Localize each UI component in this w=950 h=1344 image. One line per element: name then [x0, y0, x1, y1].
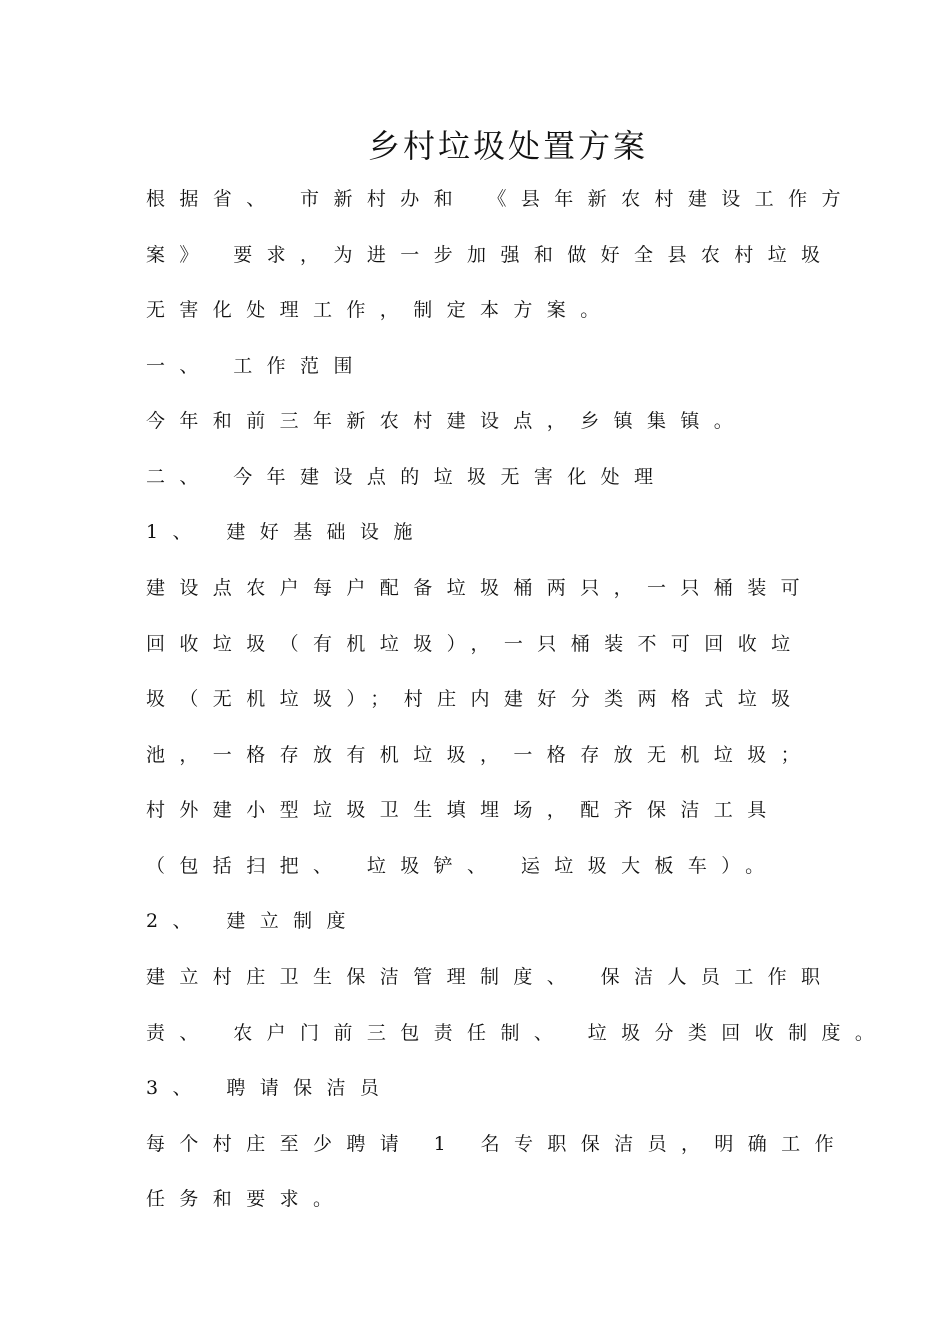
- body-line-11: 池，一格存放有机垃圾，一格存放无机垃圾；: [146, 744, 815, 766]
- body-line-8: 建设点农户每户配备垃圾桶两只，一只桶装可: [146, 577, 815, 599]
- section-heading-1: 一、 工作范围: [146, 355, 367, 377]
- subsection-heading-1: 1、 建好基础设施: [146, 521, 427, 543]
- body-line-10: 圾（无机垃圾）；村庄内建好分类两格式垃圾: [146, 688, 805, 710]
- body-line-13: （包括扫把、 垃圾铲、 运垃圾大板车）。: [146, 855, 779, 877]
- body-line-9: 回收垃圾（有机垃圾），一只桶装不可回收垃: [146, 633, 805, 655]
- body-line-18: 每个村庄至少聘请 1 名专职保洁员，明确工作: [146, 1133, 848, 1155]
- subsection-heading-2: 2、 建立制度: [146, 910, 360, 932]
- body-line-12: 村外建小型垃圾卫生填埋场，配齐保洁工具: [146, 799, 781, 821]
- body-line-5: 今年和前三年新农村建设点，乡镇集镇。: [146, 410, 748, 432]
- body-line-1: 根据省、 市新村办和 《县年新农村建设工作方: [146, 188, 855, 210]
- body-line-3: 无害化处理工作，制定本方案。: [146, 299, 614, 321]
- document-title: 乡村垃圾处置方案: [367, 127, 648, 165]
- body-line-15: 建立村庄卫生保洁管理制度、 保洁人员工作职: [146, 966, 835, 988]
- subsection-heading-3: 3、 聘请保洁员: [146, 1077, 394, 1099]
- body-line-16: 责、 农户门前三包责任制、 垃圾分类回收制度。: [146, 1022, 889, 1044]
- section-heading-2: 二、 今年建设点的垃圾无害化处理: [146, 466, 668, 488]
- body-line-2: 案》 要求，为进一步加强和做好全县农村垃圾: [146, 244, 835, 266]
- body-line-19: 任务和要求。: [146, 1188, 347, 1210]
